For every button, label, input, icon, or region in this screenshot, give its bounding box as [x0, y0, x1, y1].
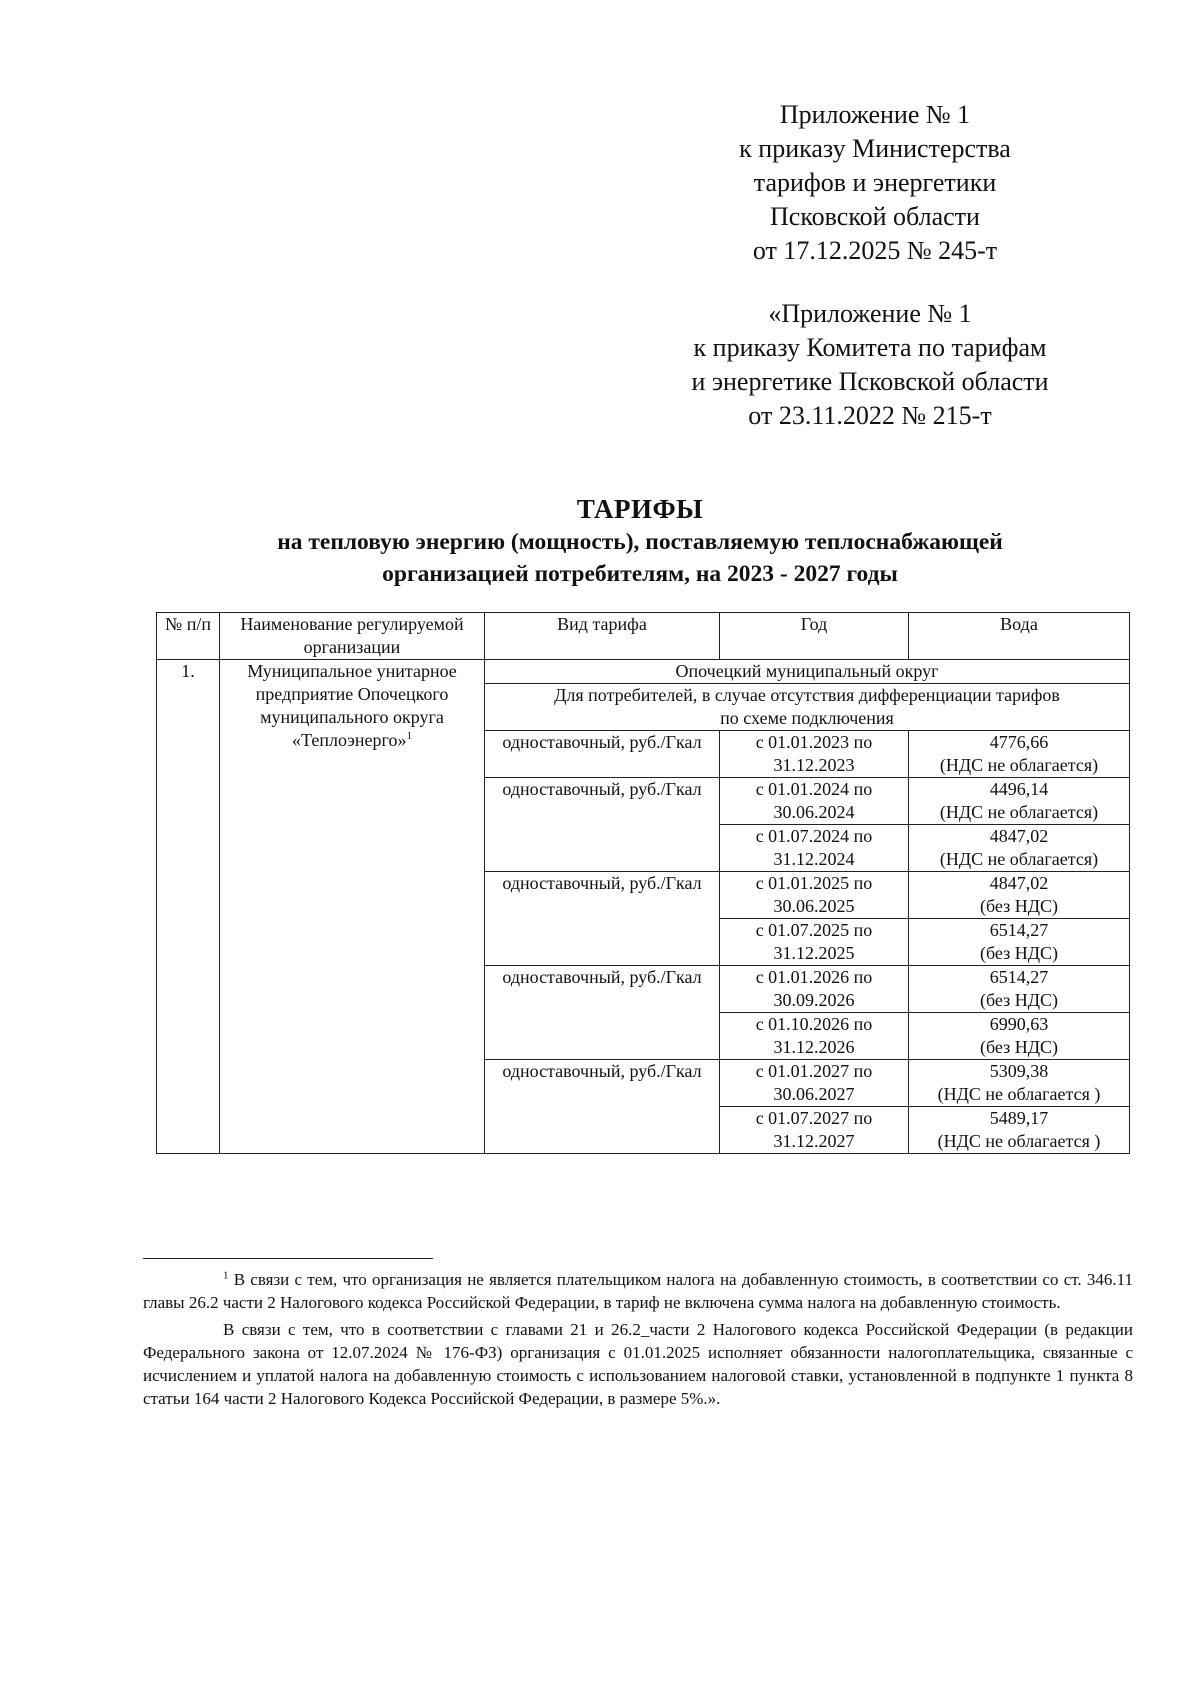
tariff-type: одноставочный, руб./Гкал: [485, 1060, 720, 1154]
stamp-line: и энергетике Псковской области: [691, 367, 1049, 396]
consumer-group-cell: Для потребителей, в случае отсутствия дифференциации тарифов по схеме подключения: [485, 684, 1130, 731]
vat-note: (НДС не облагается ): [937, 1131, 1101, 1151]
water-value: [909, 872, 1130, 919]
footnote-1-text: В связи с тем, что организация не является плательщиком налога на добавленную стоимость, в соответствии со ст. 346.11 главы 26.2 части 2 Налогового кодекса Российской Федерации, в тариф не включена сумма налога на добавленную стоимость.: [143, 1270, 1133, 1312]
header-year: Год: [720, 613, 909, 660]
row-num: 1.: [157, 660, 220, 1154]
period: с 01.01.2026 по 30.09.2026: [720, 966, 909, 1013]
value: 4847,02: [989, 826, 1049, 846]
title-main: ТАРИФЫ: [576, 494, 704, 524]
stamp-line: от 17.12.2025 № 245-т: [752, 236, 998, 265]
vat-note: (НДС не облагается): [939, 849, 1099, 869]
period: с 01.01.2024 по 30.06.2024: [720, 778, 909, 825]
value: 4847,02: [989, 873, 1049, 893]
stamp-line: к приказу Министерства: [739, 134, 1011, 163]
appendix-original-stamp: [640, 297, 1100, 433]
tariff-type: одноставочный, руб./Гкал: [485, 966, 720, 1060]
water-value: [909, 1060, 1130, 1107]
period: с 01.07.2024 по 31.12.2024: [720, 825, 909, 872]
header-org: Наименование регулируемой организации: [220, 613, 485, 660]
footnote-2: В связи с тем, что в соответствии с главами 21 и 26.2_части 2 Налогового кодекса Российской Федерации (в редакции Федерального закона от 12.07.2024 № 176-ФЗ) организация с 01.01.2025 исполняет обязанности налогоплательщика, связанные с исчислением и уплатой налога на добавленную стоимость с использованием налоговой ставки, установленной в подпункте 1 пункта 8 статьи 164 части 2 Налогового Кодекса Российской Федерации, в размере 5%.».: [143, 1320, 1133, 1408]
water-value: [909, 731, 1130, 778]
appendix-current-stamp: [690, 98, 1060, 268]
period: с 01.07.2025 по 31.12.2025: [720, 919, 909, 966]
region-row: [157, 660, 1130, 684]
stamp-line: к приказу Комитета по тарифам: [693, 333, 1047, 362]
header-num: № п/п: [157, 613, 220, 660]
table-header-row: [157, 613, 1130, 660]
footnote-ref: 1: [406, 730, 412, 742]
period: с 01.07.2027 по 31.12.2027: [720, 1107, 909, 1154]
vat-note: (НДС не облагается): [939, 802, 1099, 822]
water-value: [909, 778, 1130, 825]
value: 4496,14: [989, 779, 1049, 799]
tariff-type: одноставочный, руб./Гкал: [485, 731, 720, 778]
document-title: [150, 492, 1130, 590]
water-value: [909, 966, 1130, 1013]
vat-note: (без НДС): [979, 1037, 1058, 1057]
water-value: [909, 919, 1130, 966]
period: с 01.01.2025 по 30.06.2025: [720, 872, 909, 919]
title-sub-line1: на тепловую энергию (мощность), поставляемую теплоснабжающей: [277, 529, 1003, 555]
tariffs-table: [156, 612, 1130, 1154]
org-name: Муниципальное унитарное предприятие Опочецкого муниципального округа «Теплоэнерго»: [247, 661, 457, 750]
tariff-type: одноставочный, руб./Гкал: [485, 872, 720, 966]
footnote-separator: [143, 1258, 433, 1259]
value: 6514,27: [989, 967, 1049, 987]
stamp-line: Приложение № 1: [779, 100, 971, 129]
stamp-line: «Приложение № 1: [768, 299, 972, 328]
tariff-type: одноставочный, руб./Гкал: [485, 778, 720, 872]
water-value: [909, 1107, 1130, 1154]
value: 6990,63: [989, 1014, 1049, 1034]
footnote-1: [143, 1268, 1133, 1314]
value: 5489,17: [989, 1108, 1049, 1128]
period: с 01.01.2027 по 30.06.2027: [720, 1060, 909, 1107]
period: с 01.10.2026 по 31.12.2026: [720, 1013, 909, 1060]
value: 4776,66: [989, 732, 1049, 752]
stamp-line: Псковской области: [770, 202, 980, 231]
vat-note: (без НДС): [979, 896, 1058, 916]
org-cell: [220, 660, 485, 1154]
stamp-line: от 23.11.2022 № 215-т: [748, 401, 992, 430]
header-water: Вода: [909, 613, 1130, 660]
value: 5309,38: [989, 1061, 1049, 1081]
water-value: [909, 825, 1130, 872]
period: с 01.01.2023 по 31.12.2023: [720, 731, 909, 778]
vat-note: (НДС не облагается ): [937, 1084, 1101, 1104]
vat-note: (НДС не облагается): [939, 755, 1099, 775]
region-cell: Опочецкий муниципальный округ: [485, 660, 1130, 684]
header-type: Вид тарифа: [485, 613, 720, 660]
footnote-marker: 1: [223, 1269, 229, 1282]
vat-note: (без НДС): [979, 943, 1058, 963]
value: 6514,27: [989, 920, 1049, 940]
water-value: [909, 1013, 1130, 1060]
title-sub-line2: организацией потребителям, на 2023 - 2027 годы: [382, 561, 898, 587]
vat-note: (без НДС): [979, 990, 1058, 1010]
footnotes: [143, 1268, 1133, 1410]
stamp-line: тарифов и энергетики: [753, 168, 997, 197]
